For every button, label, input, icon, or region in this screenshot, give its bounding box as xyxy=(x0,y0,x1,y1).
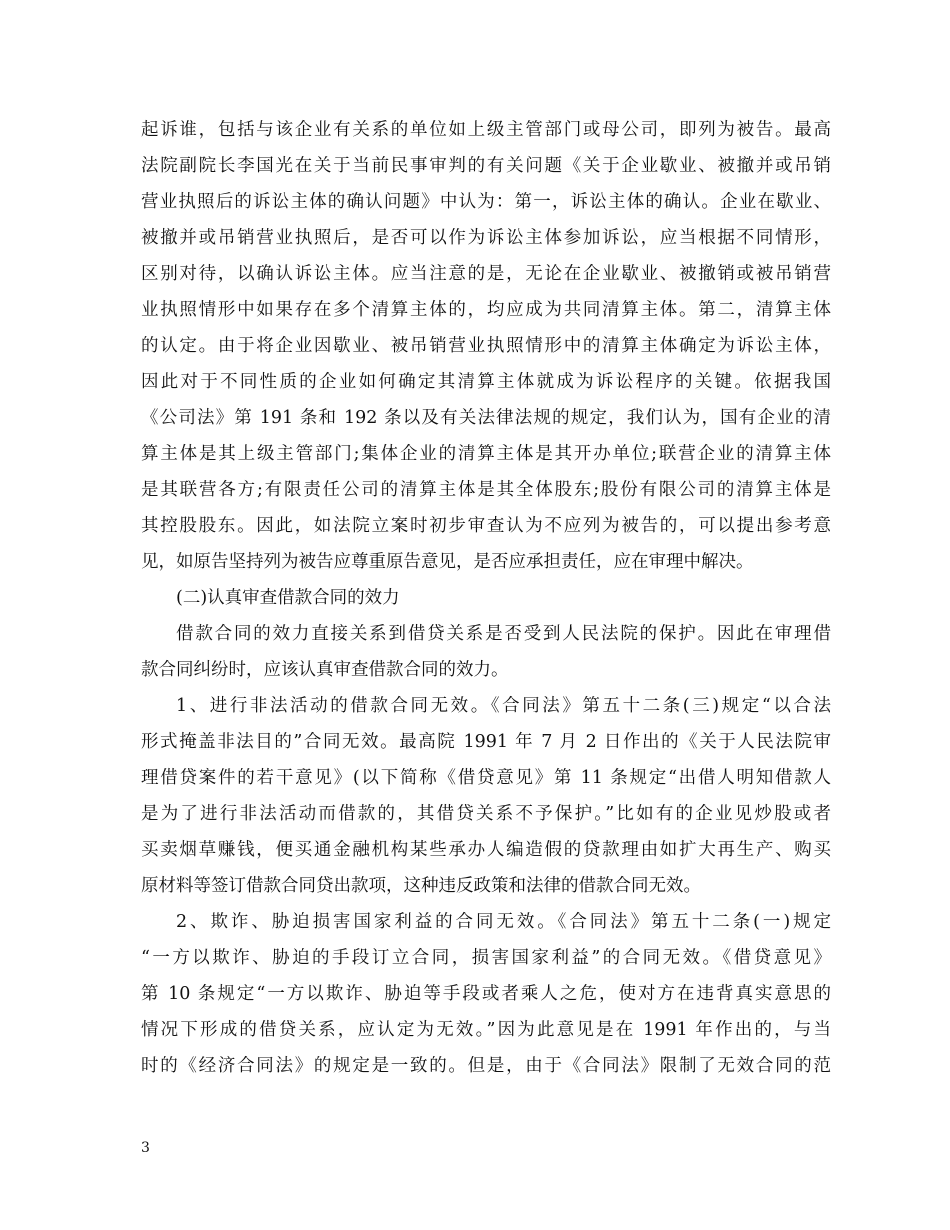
section-heading: (二)认真审查借款合同的效力 xyxy=(176,588,400,608)
body-text-line: 法院副院长李国光在关于当前民事审判的有关问题《关于企业歇业、被撤并或吊销 xyxy=(141,156,831,176)
body-text-line: 理借贷案件的若干意见》(以下简称《借贷意见》第 11 条规定“出借人明知借款人 xyxy=(141,768,831,788)
body-text-line: 见，如原告坚持列为被告应尊重原告意见，是否应承担责任，应在审理中解决。 xyxy=(141,552,754,572)
body-text-line: 《公司法》第 191 条和 192 条以及有关法律法规的规定，我们认为，国有企业的清 xyxy=(141,408,831,428)
body-text-line: 时的《经济合同法》的规定是一致的。但是，由于《合同法》限制了无效合同的范 xyxy=(141,1056,831,1076)
body-text-line: 其控股股东。因此，如法院立案时初步审查认为不应列为被告的，可以提出参考意 xyxy=(141,516,831,536)
body-text-line: “一方以欺诈、胁迫的手段订立合同，损害国家利益”的合同无效。《借贷意见》 xyxy=(141,948,831,968)
body-text-line: 因此对于不同性质的企业如何确定其清算主体就成为诉讼程序的关键。依据我国 xyxy=(141,372,831,392)
body-text-line: 的认定。由于将企业因歇业、被吊销营业执照情形中的清算主体确定为诉讼主体， xyxy=(141,336,831,356)
body-text-line: 形式掩盖非法目的”合同无效。最高院 1991 年 7 月 2 日作出的《关于人民法院审 xyxy=(141,732,831,752)
body-text-line: 被撤并或吊销营业执照后，是否可以作为诉讼主体参加诉讼，应当根据不同情形， xyxy=(141,228,831,248)
body-text-line: 起诉谁，包括与该企业有关系的单位如上级主管部门或母公司，即列为被告。最高 xyxy=(141,120,831,140)
body-text-line: 是为了进行非法活动而借款的，其借贷关系不予保护。”比如有的企业见炒股或者 xyxy=(141,804,831,824)
body-text-line: 是其联营各方;有限责任公司的清算主体是其全体股东;股份有限公司的清算主体是 xyxy=(141,480,831,500)
body-text-line: 1、进行非法活动的借款合同无效。《合同法》第五十二条(三)规定“以合法 xyxy=(176,696,831,716)
body-text-line: 买卖烟草赚钱，便买通金融机构某些承办人编造假的贷款理由如扩大再生产、购买 xyxy=(141,840,831,860)
body-text-line: 区别对待，以确认诉讼主体。应当注意的是，无论在企业歇业、被撤销或被吊销营 xyxy=(141,264,831,284)
body-text-line: 借款合同的效力直接关系到借贷关系是否受到人民法院的保护。因此在审理借 xyxy=(176,624,831,644)
page-number: 3 xyxy=(141,1140,150,1156)
body-text-line: 营业执照后的诉讼主体的确认问题》中认为：第一，诉讼主体的确认。企业在歇业、 xyxy=(141,192,831,212)
body-text-line: 算主体是其上级主管部门;集体企业的清算主体是其开办单位;联营企业的清算主体 xyxy=(141,444,831,464)
body-text-line: 款合同纠纷时，应该认真审查借款合同的效力。 xyxy=(141,660,509,680)
body-text-line: 业执照情形中如果存在多个清算主体的，均应成为共同清算主体。第二，清算主体 xyxy=(141,300,831,320)
body-text-line: 2、欺诈、胁迫损害国家利益的合同无效。《合同法》第五十二条(一)规定 xyxy=(176,912,831,932)
body-text-line: 情况下形成的借贷关系，应认定为无效。”因为此意见是在 1991 年作出的，与当 xyxy=(141,1020,831,1040)
body-text-line: 第 10 条规定“一方以欺诈、胁迫等手段或者乘人之危，使对方在违背真实意思的 xyxy=(141,984,831,1004)
body-text-line: 原材料等签订借款合同贷出款项，这种违反政策和法律的借款合同无效。 xyxy=(141,876,701,896)
